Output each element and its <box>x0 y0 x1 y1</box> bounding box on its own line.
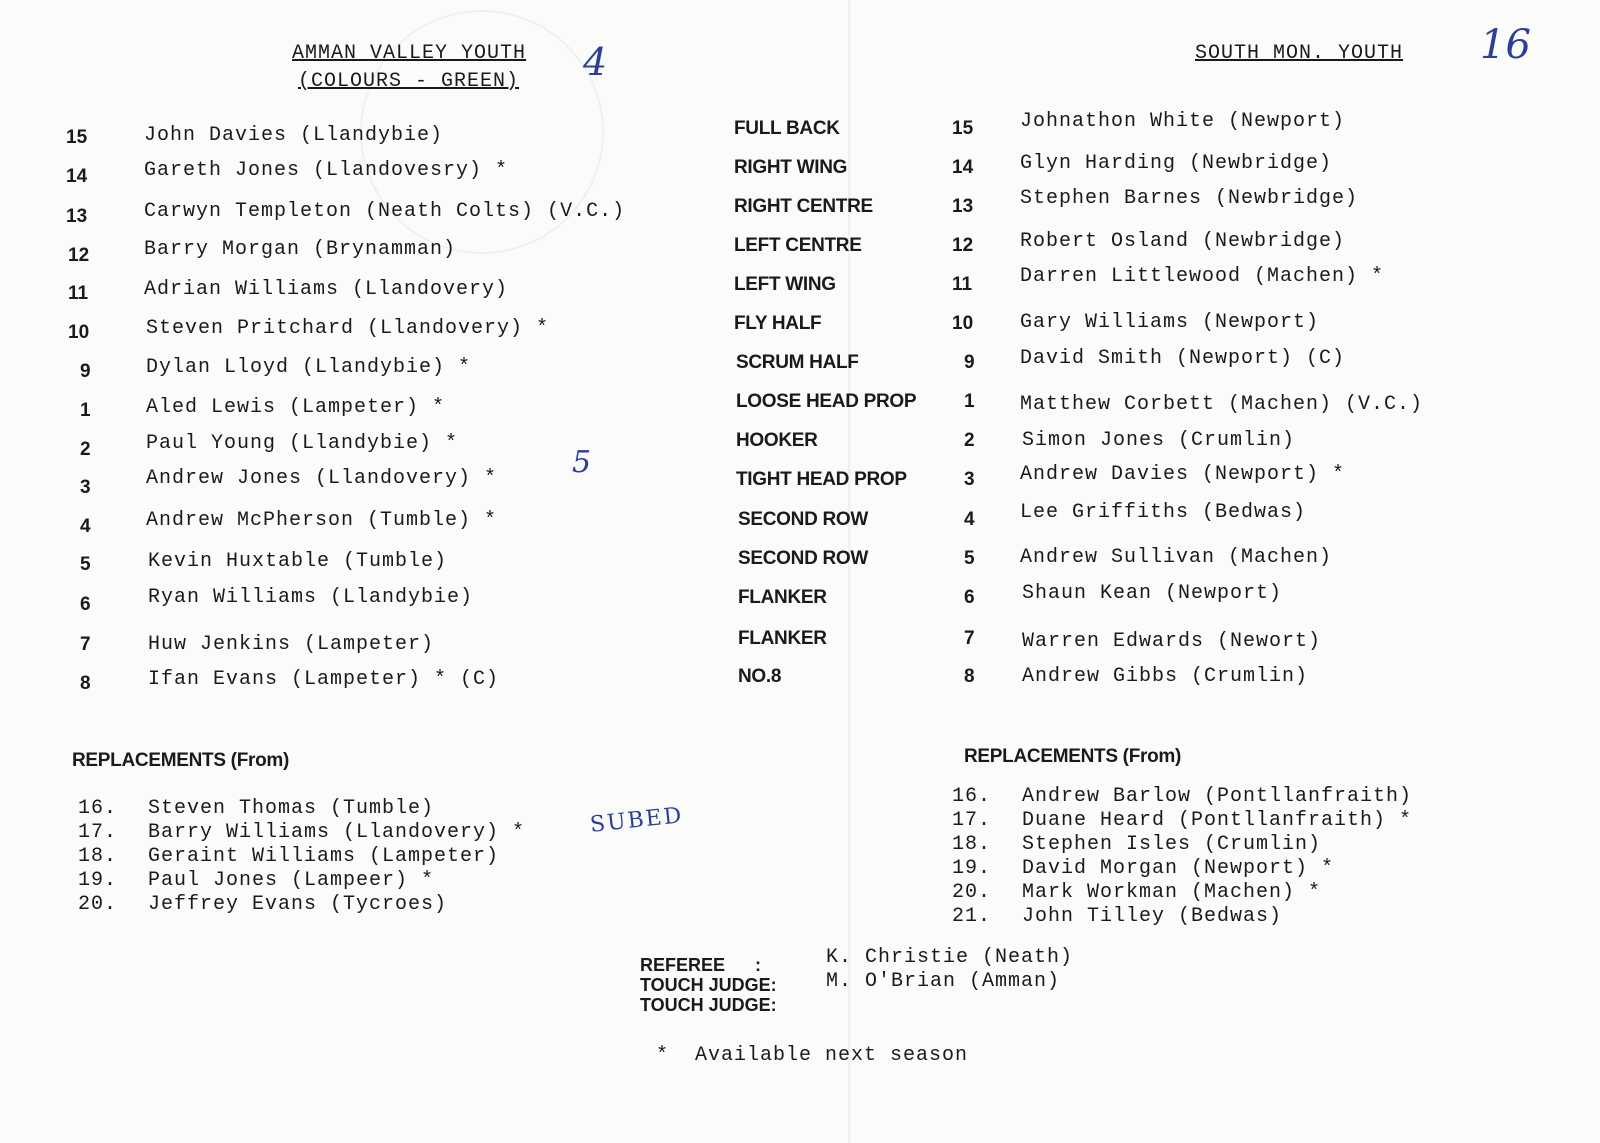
replacement-number: 19. <box>952 857 992 880</box>
home-replacement-entry <box>78 797 434 820</box>
position-label: RIGHT WING <box>734 157 848 178</box>
replacement-text: Mark Workman (Machen) * <box>1022 881 1322 904</box>
away-team-title: SOUTH MON. YOUTH <box>1195 42 1404 65</box>
home-player-number: 13 <box>66 206 88 227</box>
replacement-number: 16. <box>78 797 118 820</box>
home-team-title: AMMAN VALLEY YOUTH <box>292 42 527 65</box>
position-label: HOOKER <box>736 430 818 451</box>
home-player-number: 11 <box>68 283 89 304</box>
away-player-entry: Andrew Sullivan (Machen) <box>1020 546 1333 569</box>
away-replacement-entry <box>952 881 1321 904</box>
home-player-number: 14 <box>66 166 88 187</box>
home-player-entry: Andrew Jones (Llandovery) * <box>146 467 498 490</box>
position-label: NO.8 <box>738 666 782 687</box>
away-score-annotation: 16 <box>1480 22 1531 68</box>
position-label: FLY HALF <box>734 313 822 334</box>
position-label: LOOSE HEAD PROP <box>736 391 917 412</box>
home-player-number: 12 <box>68 245 90 266</box>
home-player-entry: Dylan Lloyd (Llandybie) * <box>146 356 472 379</box>
home-player-number: 7 <box>80 634 91 655</box>
replacement-number: 20. <box>952 881 992 904</box>
away-player-number: 2 <box>964 430 975 451</box>
touch-judge-label: TOUCH JUDGE: <box>640 995 777 1015</box>
away-player-entry: Warren Edwards (Newort) <box>1022 630 1322 653</box>
away-player-entry: Simon Jones (Crumlin) <box>1022 429 1296 452</box>
replacement-text: David Morgan (Newport) * <box>1022 857 1335 880</box>
replacement-number: 20. <box>78 893 118 916</box>
position-label: SECOND ROW <box>738 509 869 530</box>
away-player-entry: Glyn Harding (Newbridge) <box>1020 152 1333 175</box>
home-player-entry: Gareth Jones (Llandovesry) * <box>144 159 509 182</box>
away-player-entry: Darren Littlewood (Machen) * <box>1020 265 1385 288</box>
margin-note: 5 <box>572 445 592 480</box>
replacement-number: 18. <box>952 833 992 856</box>
replacement-text: Jeffrey Evans (Tycroes) <box>148 893 448 916</box>
away-replacement-entry <box>952 857 1334 880</box>
away-player-entry: Andrew Davies (Newport) * <box>1020 463 1346 486</box>
home-player-number: 5 <box>80 554 91 575</box>
home-replacement-entry <box>78 821 525 844</box>
replacement-number: 18. <box>78 845 118 868</box>
replacement-text: Steven Thomas (Tumble) <box>148 797 435 820</box>
home-player-entry: Adrian Williams (Llandovery) <box>144 278 509 301</box>
away-replacement-entry <box>952 785 1412 808</box>
position-label: SCRUM HALF <box>736 352 859 373</box>
away-player-number: 15 <box>952 118 974 139</box>
position-label: FULL BACK <box>734 118 840 139</box>
home-player-entry: Carwyn Templeton (Neath Colts) (V.C.) <box>144 200 626 223</box>
home-player-entry: John Davies (Llandybie) <box>144 124 444 147</box>
away-player-entry: Andrew Gibbs (Crumlin) <box>1022 665 1309 688</box>
away-player-number: 11 <box>952 274 973 295</box>
replacement-number: 17. <box>952 809 992 832</box>
away-replacement-entry <box>952 833 1321 856</box>
home-player-entry: Aled Lewis (Lampeter) * <box>146 396 446 419</box>
replacement-text: Andrew Barlow (Pontllanfraith) <box>1022 785 1413 808</box>
replacement-number: 21. <box>952 905 992 928</box>
replacement-number: 17. <box>78 821 118 844</box>
position-label: FLANKER <box>738 587 827 608</box>
home-player-number: 10 <box>68 322 90 343</box>
away-player-number: 8 <box>964 666 975 687</box>
away-player-number: 13 <box>952 196 974 217</box>
home-player-number: 4 <box>80 516 91 537</box>
away-replacements-heading: REPLACEMENTS (From) <box>964 746 1182 767</box>
home-player-entry: Steven Pritchard (Llandovery) * <box>146 317 550 340</box>
home-player-entry: Paul Young (Llandybie) * <box>146 432 459 455</box>
footnote: * Available next season <box>656 1044 969 1067</box>
touch-judge-label: TOUCH JUDGE: <box>640 975 777 995</box>
home-player-entry: Barry Morgan (Brynamman) <box>144 238 457 261</box>
away-player-number: 10 <box>952 313 974 334</box>
home-player-number: 6 <box>80 594 91 615</box>
away-player-number: 12 <box>952 235 974 256</box>
away-player-number: 5 <box>964 548 975 569</box>
home-player-entry: Ifan Evans (Lampeter) * (C) <box>148 668 500 691</box>
away-player-number: 4 <box>964 509 975 530</box>
away-player-entry: Shaun Kean (Newport) <box>1022 582 1283 605</box>
home-player-entry: Huw Jenkins (Lampeter) <box>148 633 435 656</box>
home-player-entry: Ryan Williams (Llandybie) <box>148 586 474 609</box>
home-replacement-entry <box>78 869 434 892</box>
away-player-number: 6 <box>964 587 975 608</box>
replacement-number: 19. <box>78 869 118 892</box>
home-player-number: 3 <box>80 477 91 498</box>
home-replacement-entry <box>78 845 499 868</box>
replacement-text: Stephen Isles (Crumlin) <box>1022 833 1322 856</box>
away-replacement-entry <box>952 905 1282 928</box>
position-label: TIGHT HEAD PROP <box>736 469 907 490</box>
replacement-text: Duane Heard (Pontllanfraith) * <box>1022 809 1413 832</box>
position-label: LEFT WING <box>734 274 836 295</box>
replacement-text: John Tilley (Bedwas) <box>1022 905 1283 928</box>
away-player-entry: Johnathon White (Newport) <box>1020 110 1346 133</box>
home-player-number: 1 <box>80 400 91 421</box>
home-team-colours: (COLOURS - GREEN) <box>298 70 520 93</box>
away-player-entry: Matthew Corbett (Machen) (V.C.) <box>1020 393 1424 416</box>
position-label: RIGHT CENTRE <box>734 196 873 217</box>
home-score-annotation: 4 <box>583 40 608 84</box>
home-replacement-entry <box>78 893 447 916</box>
touch-judge-name: M. O'Brian (Amman) <box>826 970 1061 993</box>
away-replacement-entry <box>952 809 1412 832</box>
away-player-entry: Gary Williams (Newport) <box>1020 311 1320 334</box>
referee-label: REFEREE : <box>640 955 762 975</box>
position-label: LEFT CENTRE <box>734 235 862 256</box>
away-player-entry: Stephen Barnes (Newbridge) <box>1020 187 1359 210</box>
home-player-number: 8 <box>80 673 91 694</box>
away-player-number: 9 <box>964 352 975 373</box>
home-player-entry: Andrew McPherson (Tumble) * <box>146 509 498 532</box>
replacement-number: 16. <box>952 785 992 808</box>
home-player-entry: Kevin Huxtable (Tumble) <box>148 550 448 573</box>
away-player-number: 14 <box>952 157 974 178</box>
away-player-number: 1 <box>964 391 975 412</box>
replacement-text: Barry Williams (Llandovery) * <box>148 821 526 844</box>
home-player-number: 2 <box>80 439 91 460</box>
home-player-number: 9 <box>80 361 91 382</box>
replacement-text: Geraint Williams (Lampeter) <box>148 845 500 868</box>
away-player-entry: Lee Griffiths (Bedwas) <box>1020 501 1307 524</box>
away-player-number: 3 <box>964 469 975 490</box>
position-label: SECOND ROW <box>738 548 869 569</box>
replacement-text: Paul Jones (Lampeer) * <box>148 869 435 892</box>
home-player-number: 15 <box>66 127 88 148</box>
position-label: FLANKER <box>738 628 827 649</box>
subbed-annotation: SUBED <box>588 803 685 838</box>
referee-name: K. Christie (Neath) <box>826 946 1074 969</box>
away-player-entry: Robert Osland (Newbridge) <box>1020 230 1346 253</box>
away-player-number: 7 <box>964 628 975 649</box>
home-replacements-heading: REPLACEMENTS (From) <box>72 750 290 771</box>
away-player-entry: David Smith (Newport) (C) <box>1020 347 1346 370</box>
